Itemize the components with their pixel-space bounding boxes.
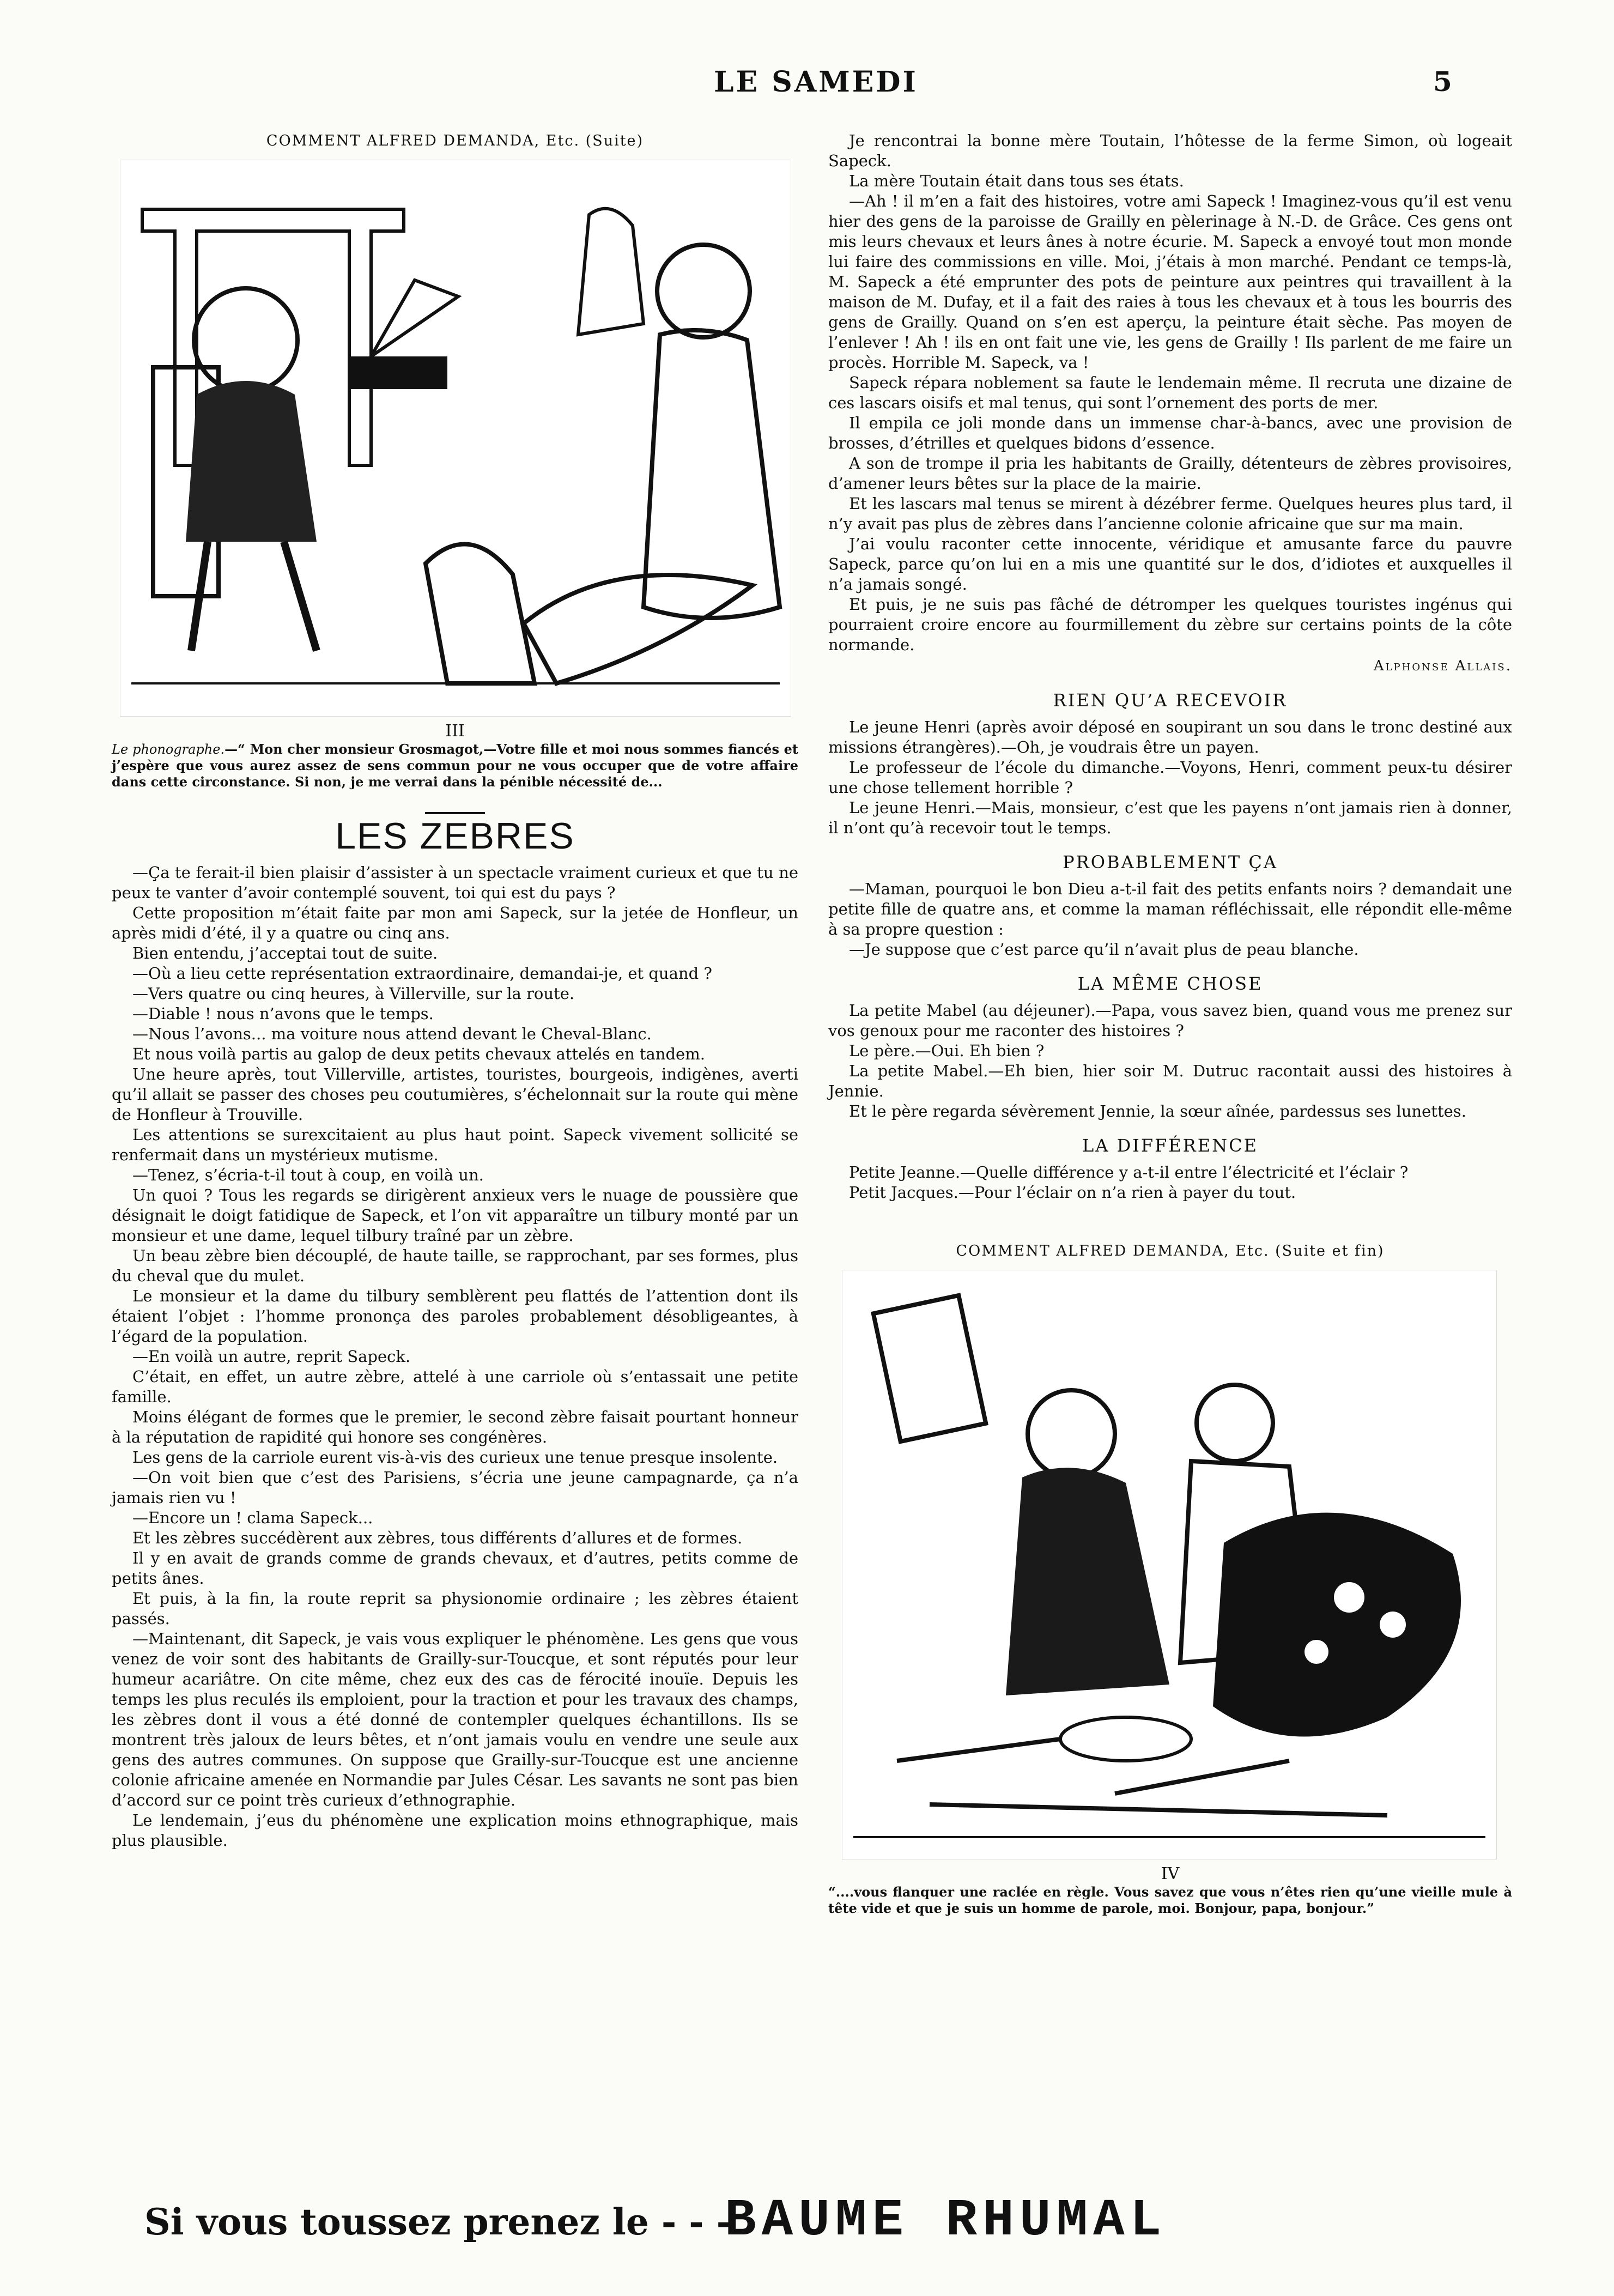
paragraph: —Vers quatre ou cinq heures, à Villerville, sur la route. — [132, 984, 575, 1003]
illustration-3-title: COMMENT ALFRED DEMANDA, Etc. (Suite) — [266, 132, 644, 149]
paragraph: La petite Mabel.—Eh bien, hier soir M. Dutruc racontait aussi des histoires à Jennie. — [828, 1062, 1512, 1100]
paragraph: Moins élégant de formes que le premier, le second zèbre faisait pourtant honneur à la réputation de rapidité qui honore ses congénères. — [112, 1408, 798, 1446]
newspaper-title: LE SAMEDI — [714, 65, 918, 99]
paragraph: Le lendemain, j’eus du phénomène une explication moins ethnographique, mais plus plausible. — [112, 1811, 798, 1850]
author-signature: Alphonse Allais. — [1373, 658, 1512, 674]
advert-brand: BAUME RHUMAL — [725, 2191, 1167, 2250]
paragraph: C’était, en effet, un autre zèbre, attelé à une carriole où s’entassait une petite famille. — [112, 1367, 798, 1406]
paragraph: Le jeune Henri (après avoir déposé en soupirant un sou dans le tronc destiné aux missions étrangères).—Oh, je voudrais être un payen. — [828, 718, 1512, 756]
paragraph: Le père.—Oui. Eh bien ? — [849, 1041, 1045, 1060]
paragraph: Les gens de la carriole eurent vis-à-vis des curieux une tenue presque insolente. — [132, 1448, 778, 1467]
phonograph-scene-illustration — [120, 160, 791, 716]
paragraph: Et le père regarda sévèrement Jennie, la sœur aînée, pardessus ses lunettes. — [849, 1102, 1466, 1120]
section-title-probablement-ca: PROBABLEMENT ÇA — [1063, 852, 1278, 873]
paragraph: Un quoi ? Tous les regards se dirigèrent anxieux vers le nuage de poussière que désignait le doigt fatidique de Sapeck, et l’on vit apparaître un tilbury monté par un monsieur et une dame, lequel tilbury traîné par un zèbre. — [112, 1186, 798, 1245]
paragraph: —Où a lieu cette représentation extraordinaire, demandai-je, et quand ? — [132, 964, 712, 983]
illustration-3 — [120, 160, 791, 717]
paragraph: —En voilà un autre, reprit Sapeck. — [132, 1347, 411, 1366]
paragraph: Il empila ce joli monde dans un immense char-à-bancs, avec une provision de brosses, d’étrilles et quelques bidons d’essence. — [828, 414, 1512, 452]
paragraph: Et les lascars mal tenus se mirent à dézébrer ferme. Quelques heures plus tard, il n’y avait pas plus de zèbres dans l’ancienne colonie africaine que sur ma main. — [828, 494, 1512, 533]
caption-lead: Le phonographe. — [112, 742, 225, 757]
paragraph: A son de trompe il pria les habitants de Grailly, détenteurs de zèbres provisoires, d’amener leurs bêtes sur la place de la mairie. — [828, 454, 1512, 493]
paragraph: Il y en avait de grands comme de grands chevaux, et d’autres, petits comme de petits ânes. — [112, 1549, 798, 1588]
article-title: LES ZEBRES — [335, 815, 575, 857]
left-column — [112, 131, 798, 1851]
paragraph: —Maman, pourquoi le bon Dieu a-t-il fait des petits enfants noirs ? demandait une petite fille de quatre ans, et comme la maman réfléchissait, elle répondit elle-même à sa propre question : — [828, 880, 1512, 938]
caption-text: —“ Mon cher monsieur Grosmagot,—Votre fille et moi nous sommes fiancés et j’espère que vous aurez assez de sens commun pour ne vous occuper que de votre affaire dans cette circonstance. Si non, je me verrai dans la pénible nécessité de... — [112, 741, 798, 790]
paragraph: —Je suppose que c’est parce qu’il n’avait plus de peau blanche. — [849, 940, 1359, 959]
paragraph: —Nous l’avons... ma voiture nous attend devant le Cheval-Blanc. — [132, 1025, 652, 1043]
paragraph: Et les zèbres succédèrent aux zèbres, tous différents d’allures et de formes. — [132, 1529, 743, 1547]
paragraph: —Ça te ferait-il bien plaisir d’assister à un spectacle vraiment curieux et que tu ne peux te vanter d’avoir contemplé souvent, toi qui est du pays ? — [112, 863, 798, 902]
illustration-4-number: IV — [1161, 1864, 1180, 1883]
paragraph: Petite Jeanne.—Quelle différence y a-t-il entre l’électricité et l’éclair ? — [849, 1163, 1409, 1182]
paragraph: —Diable ! nous n’avons que le temps. — [132, 1004, 434, 1023]
section-rule — [425, 812, 485, 814]
paragraph: Un beau zèbre bien découplé, de haute taille, se rapprochant, par ses formes, plus du cheval que du mulet. — [112, 1246, 798, 1285]
paragraph: La mère Toutain était dans tous ses états. — [849, 172, 1184, 190]
illustration-3-number: III — [445, 722, 465, 741]
illustration-4-title: COMMENT ALFRED DEMANDA, Etc. (Suite et fin) — [956, 1243, 1385, 1259]
paragraph: Le monsieur et la dame du tilbury semblèrent peu flattés de l’attention dont ils étaient l’objet : l’homme prononça des paroles probablement désobligeantes, à l’égard de la population. — [112, 1287, 798, 1346]
paragraph: Le jeune Henri.—Mais, monsieur, c’est que les payens n’ont jamais rien à donner, il n’ont qu’à recevoir tout le temps. — [828, 798, 1512, 837]
paragraph: J’ai voulu raconter cette innocente, véridique et amusante farce du pauvre Sapeck, parce qu’on lui en a mis une quantité sur le dos, d’idiotes et auxquelles il n’a jamais songé. — [828, 535, 1512, 593]
paragraph: La petite Mabel (au déjeuner).—Papa, vous savez bien, quand vous me prenez sur vos genoux pour me raconter des histoires ? — [828, 1001, 1512, 1040]
paragraph: Et puis, à la fin, la route reprit sa physionomie ordinaire ; les zèbres étaient passés. — [112, 1589, 798, 1628]
right-column — [828, 131, 1512, 1917]
paragraph: Une heure après, tout Villerville, artistes, touristes, bourgeois, indigènes, averti qu’il allait se passer des choses peu coutumières, s’échelonnait sur la route qui mène de Honfleur à Trouville. — [112, 1065, 798, 1124]
paragraph: —Encore un ! clama Sapeck... — [132, 1509, 373, 1527]
paragraph: Et nous voilà partis au galop de deux petits chevaux attelés en tandem. — [132, 1045, 705, 1063]
paragraph: Bien entendu, j’acceptai tout de suite. — [132, 944, 438, 962]
paragraph: —Ah ! il m’en a fait des histoires, votre ami Sapeck ! Imaginez-vous qu’il est venu hier des gens de la paroisse de Grailly en pèlerinage à N.-D. de Grâce. Ces gens ont mis leurs chevaux et leurs ânes à notre écurie. M. Sapeck a envoyé tout mon monde lui faire des commissions en ville. Moi, j’étais à mon marché. Pendant ce temps-là, M. Sapeck a été emprunter des pots de peinture aux peintres qui travaillent à la maison de M. Dufay, et il a fait des raies à tous les chevaux et à tous les bourris des gens de Grailly. Quand on s’en est aperçu, la peinture était sèche. Pas moyen de l’enlever ! Ah ! ils en ont fait une vie, les gens de Grailly ! Ils parlent de me faire un procès. Horrible M. Sapeck, va ! — [828, 192, 1512, 372]
advert-slogan: Si vous toussez prenez le - - - — [144, 2201, 731, 2243]
illustration-4-caption: “....vous flanquer une raclée en règle. Vous savez que vous n’êtes rien qu’une vieille mule à tête vide et que je suis un homme de parole, moi. Bonjour, papa, bonjour.” — [828, 1884, 1512, 1916]
illustration-3-caption — [112, 741, 798, 790]
article-continuation — [828, 131, 1512, 655]
paragraph: —Tenez, s’écria-t-il tout à coup, en voilà un. — [132, 1166, 484, 1184]
paragraph: Sapeck répara noblement sa faute le lendemain même. Il recruta une dizaine de ces lascars oisifs et mal tenus, qui sont l’ornement des ports de mer. — [828, 373, 1512, 412]
paragraph: Petit Jacques.—Pour l’éclair on n’a rien à payer du tout. — [849, 1183, 1296, 1202]
paragraph: Le professeur de l’école du dimanche.—Voyons, Henri, comment peux-tu désirer une chose tellement horrible ? — [828, 758, 1512, 797]
page-number: 5 — [1433, 65, 1452, 98]
fight-scene-illustration — [842, 1270, 1496, 1859]
paragraph: Les attentions se surexcitaient au plus haut point. Sapeck vivement sollicité se renfermait dans un mystérieux mutisme. — [112, 1125, 798, 1164]
paragraph: —Maintenant, dit Sapeck, je vais vous expliquer le phénomène. Les gens que vous venez de voir sont des habitants de Grailly-sur-Toucque, et sont réputés pour leur humeur acariâtre. On cite même, chez eux des cas de férocité inouïe. Depuis les temps les plus reculés ils emploient, pour la traction et pour les travaux des champs, les zèbres dont il vous a été donné de contempler quelques échantillons. Ils se montrent très jaloux de leurs bêtes, et n’ont jamais voulu en vendre une seule aux gens des autres communes. On suppose que Grailly-sur-Toucque est une ancienne colonie africaine amenée en Normandie par Jules César. Les savants ne sont pas bien d’accord sur ce point très curieux d’ethnographie. — [112, 1629, 798, 1809]
section-title-la-difference: LA DIFFÉRENCE — [1082, 1135, 1258, 1156]
section-title-la-meme-chose: LA MÊME CHOSE — [1077, 973, 1263, 994]
paragraph: Je rencontrai la bonne mère Toutain, l’hôtesse de la ferme Simon, où logeait Sapeck. — [828, 131, 1512, 170]
article-body — [112, 863, 798, 1851]
paragraph: Cette proposition m’était faite par mon ami Sapeck, sur la jetée de Honfleur, un après midi d’été, il y a quatre ou cinq ans. — [112, 904, 798, 942]
illustration-4 — [842, 1270, 1497, 1859]
paragraph: Et puis, je ne suis pas fâché de détromper les quelques touristes ingénus qui pourraient croire encore au fourmillement du zèbre sur certains points de la côte normande. — [828, 595, 1512, 654]
paragraph: —On voit bien que c’est des Parisiens, s’écria une jeune campagnarde, ça n’a jamais rien vu ! — [112, 1468, 798, 1507]
page-header — [0, 65, 1614, 104]
footer-advertisement — [0, 2191, 1614, 2256]
section-title-rien-qua-recevoir: RIEN QU’A RECEVOIR — [1053, 690, 1288, 711]
